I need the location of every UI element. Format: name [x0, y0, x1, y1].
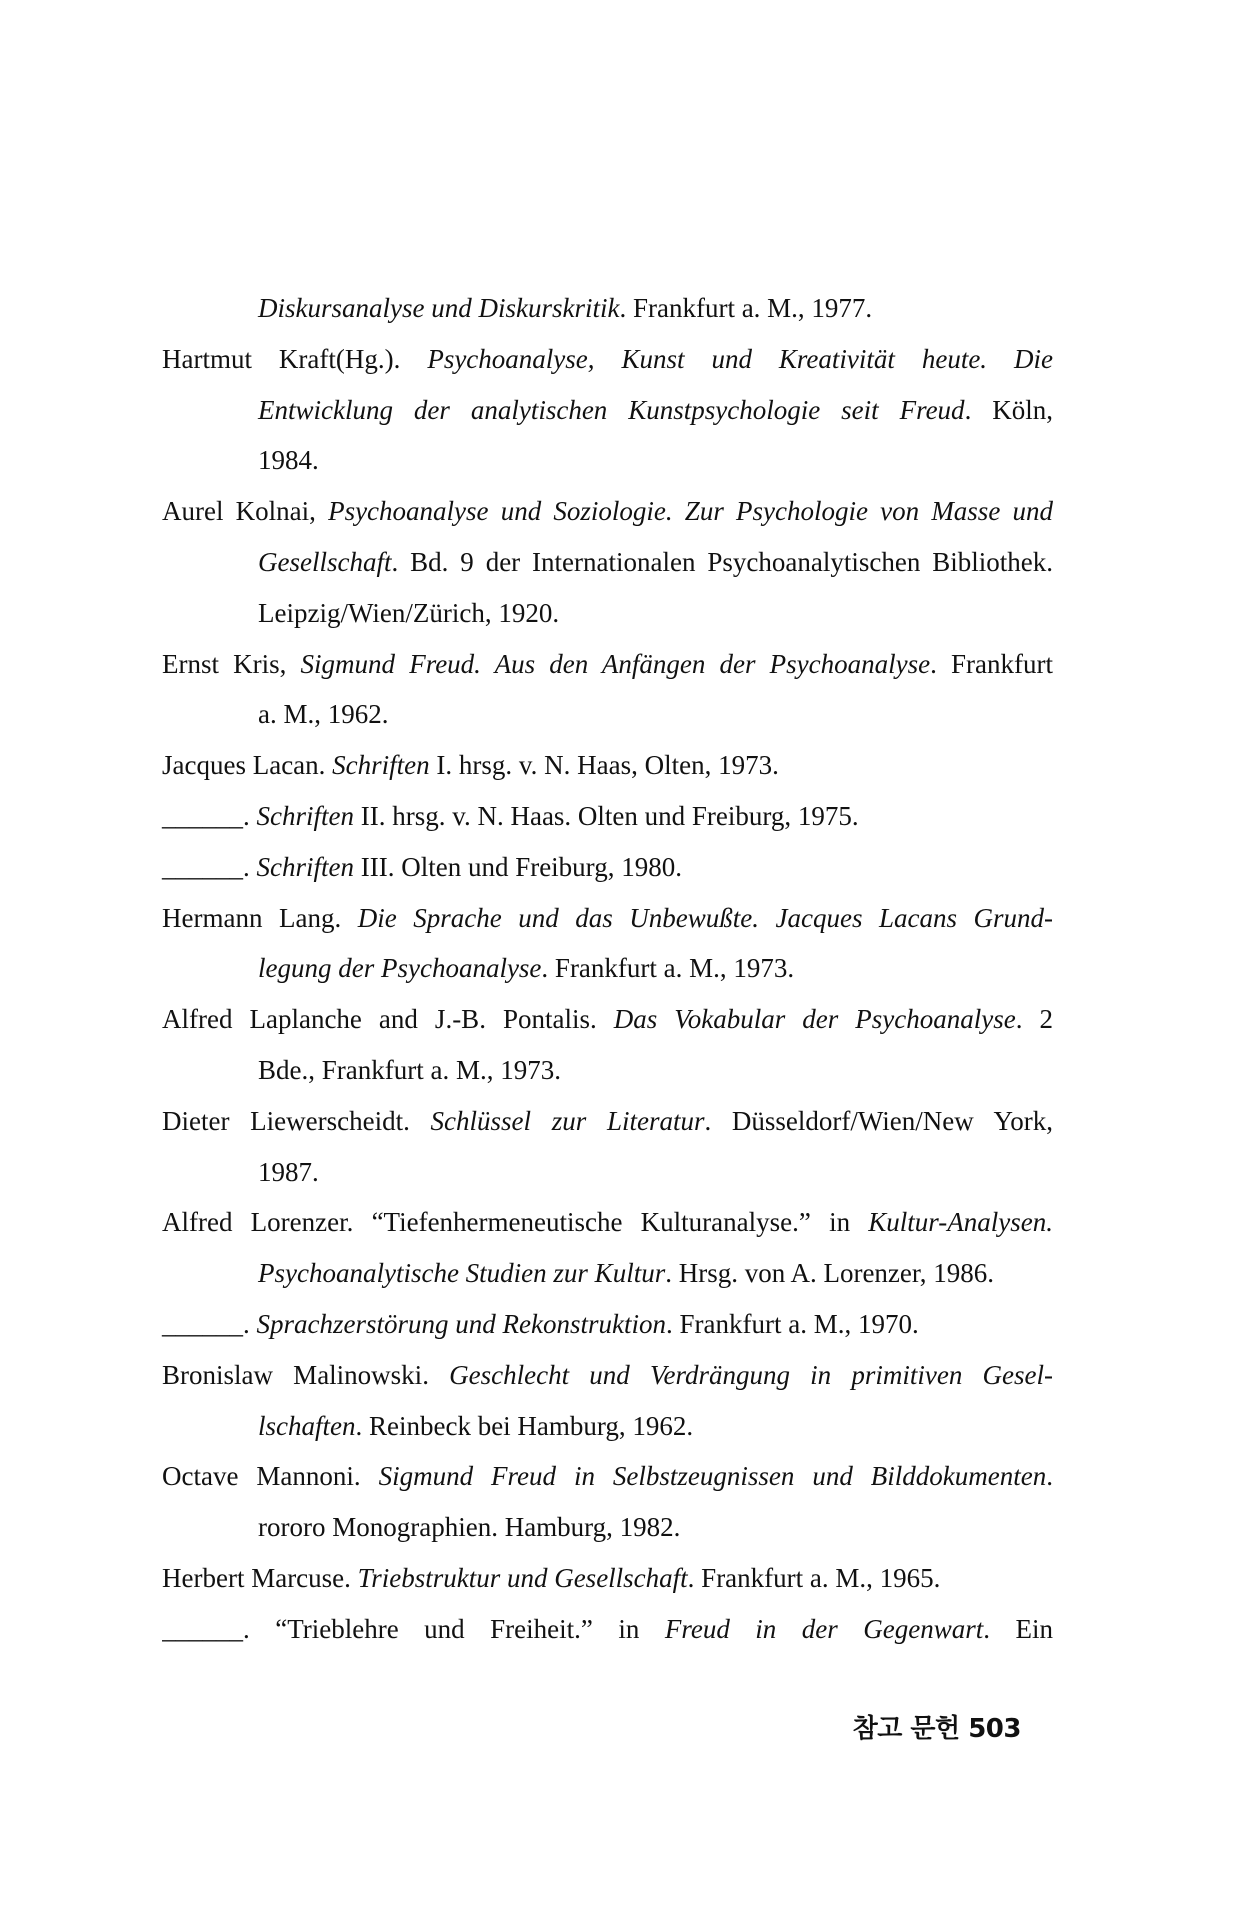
entry-line	[162, 1458, 1053, 1509]
title-text: Die Sprache und das Unbewußte. Jacques Lacans Grund-	[357, 902, 1053, 933]
citation-text: rororo Monographien. Hamburg, 1982.	[258, 1512, 681, 1543]
citation-text: I. hrsg. v. N. Haas, Olten, 1973.	[429, 750, 779, 781]
entry-line	[162, 290, 1053, 341]
title-text: Psychoanalytische Studien zur Kultur	[258, 1258, 666, 1289]
entry-line	[162, 1509, 1053, 1560]
entry-line	[162, 747, 1053, 798]
title-text: lschaften	[258, 1410, 356, 1441]
page-footer	[853, 1708, 1021, 1745]
citation-text: ______.	[162, 851, 257, 882]
title-text: Schlüssel zur Literatur	[430, 1105, 705, 1136]
entry-line	[162, 1357, 1053, 1408]
citation-text: Aurel Kolnai,	[162, 496, 329, 527]
citation-text: . Bd. 9 der Internationalen Psychoanalytischen Bibliothek.	[391, 546, 1053, 577]
title-text: Diskursanalyse und Diskurskritik	[258, 293, 620, 323]
citation-text: Leipzig/Wien/Zürich, 1920.	[258, 597, 560, 628]
bibliography-entry	[162, 646, 1053, 748]
entry-line	[162, 646, 1053, 697]
title-text: legung der Psychoanalyse	[258, 953, 542, 984]
entry-line	[162, 1052, 1053, 1103]
title-text: Sprachzerstörung und Rekonstruktion	[256, 1308, 666, 1339]
citation-text: Alfred Laplanche and J.-B. Pontalis.	[162, 1004, 614, 1035]
entry-line	[162, 595, 1053, 646]
entry-line	[162, 1408, 1053, 1459]
citation-text: . 2	[1015, 1004, 1053, 1035]
bibliography-entry	[162, 1357, 1053, 1459]
citation-text: . Reinbeck bei Hamburg, 1962.	[355, 1410, 694, 1441]
citation-text: II. hrsg. v. N. Haas. Olten und Freiburg, 1975.	[353, 800, 859, 831]
entry-line	[162, 1306, 1053, 1357]
bibliography-entry	[162, 341, 1053, 493]
citation-text: . Frankfurt a. M., 1970.	[665, 1308, 919, 1339]
title-text: Kultur-Analysen.	[868, 1207, 1053, 1238]
citation-text: . Frankfurt a. M., 1973.	[541, 953, 795, 984]
citation-text: . Düsseldorf/Wien/New York,	[704, 1105, 1053, 1136]
title-text: Sigmund Freud. Aus den Anfängen der Psychoanalyse	[300, 648, 931, 679]
citation-text: ______. “Trieblehre und Freiheit.” in	[162, 1613, 665, 1644]
citation-text: Octave Mannoni.	[162, 1461, 379, 1492]
citation-text: Herbert Marcuse.	[162, 1562, 358, 1593]
citation-text: ______.	[162, 800, 257, 831]
title-text: Schriften	[332, 750, 430, 781]
citation-text: a. M., 1962.	[258, 699, 389, 730]
citation-text: Ernst Kris,	[162, 648, 301, 679]
bibliography-entry	[162, 290, 1053, 341]
bibliography-entry	[162, 1458, 1053, 1560]
entry-line	[162, 1560, 1053, 1611]
citation-text: III. Olten und Freiburg, 1980.	[353, 851, 682, 882]
bibliography-entry	[162, 1001, 1053, 1103]
citation-text: Bronislaw Malinowski.	[162, 1359, 450, 1390]
title-text: Psychoanalyse, Kunst und Kreativität heute. Die	[427, 343, 1053, 374]
section-title: 참고 문헌	[852, 1714, 960, 1744]
citation-text: 1987.	[258, 1156, 319, 1187]
title-text: Das Vokabular der Psychoanalyse	[613, 1004, 1016, 1035]
bibliography-list	[162, 290, 1053, 1662]
citation-text: Jacques Lacan.	[162, 750, 333, 781]
entry-line	[162, 1204, 1053, 1255]
citation-text: ______.	[162, 1308, 257, 1339]
entry-line	[162, 950, 1053, 1001]
entry-line	[162, 900, 1053, 951]
bibliography-entry	[162, 1611, 1053, 1662]
bibliography-entry	[162, 849, 1053, 900]
entry-line	[162, 341, 1053, 392]
title-text: Freud in der Gegenwart	[664, 1613, 984, 1644]
title-text: Triebstruktur und Gesellschaft	[357, 1562, 688, 1593]
citation-text: . Ein	[983, 1613, 1053, 1644]
citation-text: 1984.	[258, 445, 319, 476]
entry-line	[162, 1611, 1053, 1662]
title-text: Entwicklung der analytischen Kunstpsychologie seit Freud	[258, 394, 965, 425]
title-text: Geschlecht und Verdrängung in primitiven Gesel-	[449, 1359, 1053, 1390]
bibliography-entry	[162, 900, 1053, 1002]
entry-line	[162, 442, 1053, 493]
title-text: Gesellschaft	[258, 546, 392, 577]
citation-text: Alfred Lorenzer. “Tiefenhermeneutische Kulturanalyse.” in	[162, 1207, 869, 1238]
title-text: Schriften	[256, 800, 354, 831]
bibliography-entry	[162, 1560, 1053, 1611]
citation-text: Hermann Lang.	[162, 902, 358, 933]
bibliography-entry	[162, 1204, 1053, 1306]
page-number: 503	[968, 1714, 1021, 1744]
citation-text: Hartmut Kraft(Hg.).	[162, 343, 428, 374]
entry-line	[162, 1154, 1053, 1205]
citation-text: . Köln,	[964, 394, 1053, 425]
citation-text: Bde., Frankfurt a. M., 1973.	[258, 1054, 561, 1085]
bibliography-entry	[162, 1306, 1053, 1357]
citation-text: Dieter Liewerscheidt.	[162, 1105, 431, 1136]
bibliography-entry	[162, 1103, 1053, 1205]
title-text: Psychoanalyse und Soziologie. Zur Psychologie von Masse und	[328, 496, 1053, 527]
entry-line	[162, 544, 1053, 595]
title-text: Schriften	[256, 851, 354, 882]
entry-line	[162, 696, 1053, 747]
entry-line	[162, 849, 1053, 900]
entry-line	[162, 493, 1053, 544]
entry-line	[162, 1103, 1053, 1154]
citation-text: . Frankfurt a. M., 1965.	[687, 1562, 941, 1593]
citation-text: . Hrsg. von A. Lorenzer, 1986.	[665, 1258, 995, 1289]
entry-line	[162, 1255, 1053, 1306]
bibliography-entry	[162, 747, 1053, 798]
entry-line	[162, 392, 1053, 443]
entry-line	[162, 1001, 1053, 1052]
citation-text: . Frankfurt	[930, 648, 1053, 679]
citation-text: .	[1046, 1461, 1053, 1492]
bibliography-entry	[162, 493, 1053, 645]
bibliography-entry	[162, 798, 1053, 849]
citation-text: . Frankfurt a. M., 1977.	[619, 293, 873, 323]
title-text: Sigmund Freud in Selbstzeugnissen und Bilddokumenten	[378, 1461, 1047, 1492]
entry-line	[162, 798, 1053, 849]
